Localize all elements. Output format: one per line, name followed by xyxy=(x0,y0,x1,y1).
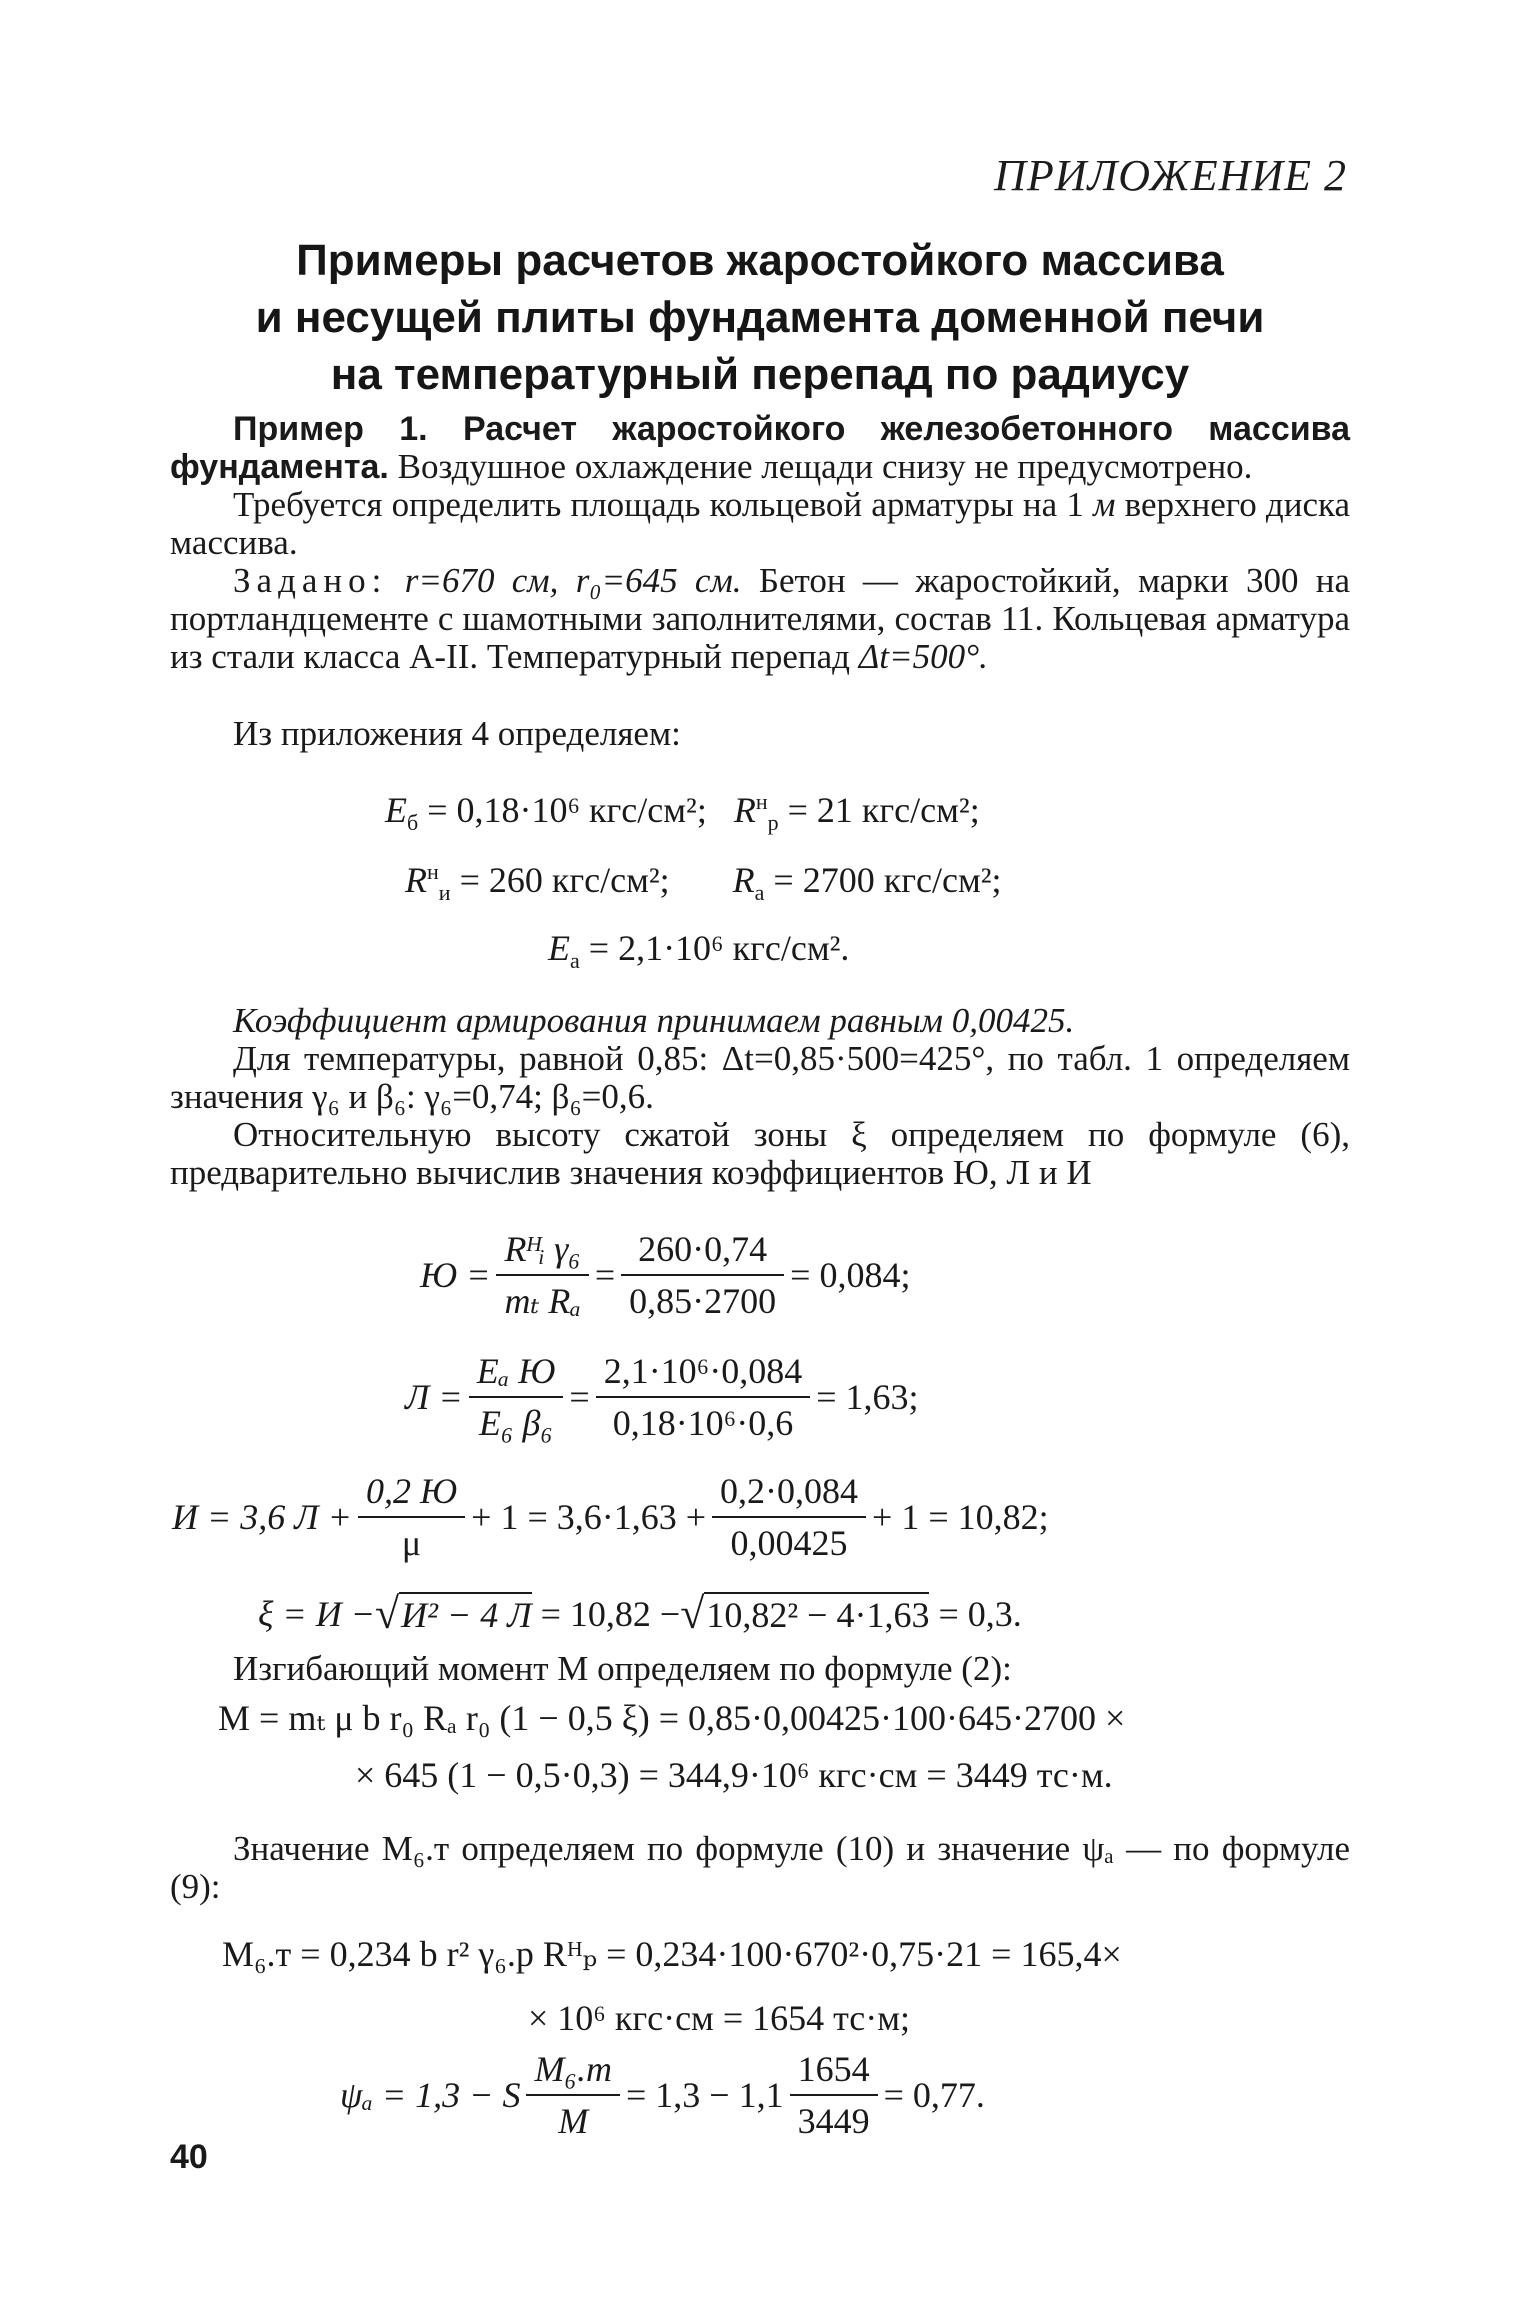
given-delta-t: Δt=500°. xyxy=(858,637,988,676)
temperature-text: Для температуры, равной 0,85: Δt=0,85·500=425°, по табл. 1 определяем значения γ₆ и β₆: γ₆=0,74; β₆=0,6. xyxy=(170,1039,1350,1116)
equation-psi xyxy=(340,2048,985,2142)
reinforcement-p2 xyxy=(170,1040,1350,1116)
eq-l-result: = 1,63; xyxy=(816,1377,919,1417)
task-unit: м xyxy=(1093,485,1116,524)
equation-xi: ξ = И − √ И² − 4 Л = 10,82 − √ 10,82² − 4·1,63 = 0,3. xyxy=(258,1589,1022,1638)
relative-height-text: Относительную высоту сжатой зоны ξ определяем по формуле (6), предварительно вычислив значения коэффициентов Ю, Л и И xyxy=(170,1115,1350,1192)
eq-psi-result: = 0,77. xyxy=(883,2075,985,2115)
eq-l-frac-numeric: $\frac{\text{2,1·10⁶·0,084}}{\text{0,18·10⁶·0,6}}$ xyxy=(596,1350,811,1444)
eq-xi-a: ξ = И − xyxy=(258,1593,375,1634)
eq-i-frac-numeric: $\frac{0,2\cdot 0,084}{0,00425}$ xyxy=(712,1470,866,1564)
eq-yu-frac-numeric: $\frac{260\cdot 0,74}{0,85\cdot 2700}$ xyxy=(621,1228,784,1322)
given-paragraph xyxy=(170,562,1350,676)
eq-psi-frac-numeric: $\frac{1654}{3449}$ xyxy=(790,2048,878,2142)
equation-l: Л = $\frac{\text{Eₐ Ю}}{\text{E₆ β₆}}$ = $\frac{\text{2,1·10⁶·0,084}}{\text{0,18·10⁶·0,6}}$ = 1,63; xyxy=(405,1351,919,1443)
page-number: 40 xyxy=(170,2138,208,2176)
equation-i xyxy=(172,1470,1049,1564)
const-ra: = 2700 кгс/см²; xyxy=(773,860,1002,900)
title-line: на температурный перепад по радиусу xyxy=(330,350,1190,399)
given-label: Задано: xyxy=(233,561,388,600)
example-heading: Пример 1. Расчет жаростойкого железобетонного массива фундамента. xyxy=(170,410,1350,486)
eq-i-result: + 1 = 10,82; xyxy=(872,1497,1049,1537)
given-text: Бетон — жаростойкий, марки 300 на портландцементе с шамотными заполнителями, состав 11. Кольцевая арматура из стали класса А-II. Температурный перепад xyxy=(170,561,1351,676)
task-paragraph xyxy=(170,486,1350,562)
eq-l-frac-symbolic: $\frac{\text{Eₐ Ю}}{\text{E₆ β₆}}$ xyxy=(469,1350,564,1444)
constants-line-3: $E_а = 2,1\cdot 10^6$ кгс/см². xyxy=(548,928,850,974)
eq-yu-lhs: Ю = xyxy=(420,1255,491,1295)
eq-xi-b: = 10,82 − xyxy=(540,1593,681,1634)
eq-i-frac-symbolic: $\frac{0,2 Ю}{\mu}$ xyxy=(358,1470,465,1564)
title-line: Примеры расчетов жаростойкого массива xyxy=(296,236,1224,285)
mbt-eq-2: × 10⁶ кгс·см = 1654 тс·м; xyxy=(528,1998,911,2038)
eq-xi-radical-2: 10,82² − 4·1,63 xyxy=(704,1592,929,1636)
eq-xi-c: = 0,3. xyxy=(938,1593,1022,1634)
equation-yu: Ю = $\frac{\text{Rᴴᵢ γ₆}}{\text{mₜ Rₐ}}$ = $\frac{260\cdot 0,74}{0,85\cdot 2700}$ = 0,084; xyxy=(420,1229,911,1321)
task-text: Требуется определить площадь кольцевой арматуры на 1 xyxy=(233,485,1084,524)
constants-line-1: $E_б = 0,18\cdot 10^6$ кгс/см²; $R^н_р = 21$ кгс/см²; xyxy=(385,789,980,836)
reinforcement-ratio-text: Коэффициент армирования принимаем равным 0,00425. xyxy=(233,1001,1075,1040)
const-eb: = 0,18·10⁶ кгс/см²; xyxy=(427,790,707,830)
example-heading-paragraph xyxy=(170,410,1350,486)
mbt-eq-1: M₆.т = 0,234 b r² γ₆.р Rᴴₚ = 0,234·100·670²·0,75·21 = 165,4× xyxy=(222,1934,1122,1974)
eq-yu-frac-symbolic: $\frac{\text{Rᴴᵢ γ₆}}{\text{mₜ Rₐ}}$ xyxy=(496,1228,588,1322)
reinforcement-p3 xyxy=(170,1116,1350,1192)
eq-psi-mid: = 1,3 − 1,1 xyxy=(626,2075,784,2115)
task-end: верхнего диска массива. xyxy=(170,485,1351,562)
eq-yu-result: = 0,084; xyxy=(790,1255,911,1295)
from-appendix-text: Из приложения 4 определяем: xyxy=(233,714,681,753)
eq-psi-frac-symbolic: $\frac{\text{M₆.т}}{M}$ xyxy=(526,2048,620,2142)
from-appendix-paragraph xyxy=(170,715,1350,753)
moment-eq-2: × 645 (1 − 0,5·0,3) = 344,9·10⁶ кгс·см = 3449 тс·м. xyxy=(355,1755,1113,1795)
example-heading-rest: Воздушное охлаждение лещади снизу не предусмотрено. xyxy=(397,447,1253,486)
moment-text: Изгибающий момент M определяем по формуле (2): xyxy=(233,1649,1012,1688)
reinforcement-p1 xyxy=(170,1002,1350,1040)
mbt-paragraph xyxy=(170,1830,1350,1906)
eq-i-mid: + 1 = 3,6·1,63 + xyxy=(471,1497,707,1537)
const-ru: = 260 кгс/см²; xyxy=(459,860,670,900)
const-rp: = 21 кгс/см²; xyxy=(787,790,980,830)
eq-l-lhs: Л = xyxy=(405,1377,463,1417)
eq-psi-lhs: ψₐ = 1,3 − S xyxy=(340,2075,521,2115)
constants-line-2: $R^н_и = 260$ кгс/см²; $R_а = 2700$ кгс/см²; xyxy=(405,859,1002,906)
given-radius: r=670 см, r₀=645 см. xyxy=(404,561,742,600)
eq-xi-radical-1: И² − 4 Л xyxy=(399,1592,531,1636)
moment-eq-1: M = mₜ μ b r₀ Rₐ r₀ (1 − 0,5 ξ) = 0,85·0,00425·100·645·2700 × xyxy=(218,1698,1126,1738)
page-title xyxy=(170,232,1350,403)
moment-paragraph xyxy=(170,1650,1350,1688)
const-ea: = 2,1·10⁶ кгс/см². xyxy=(588,928,850,968)
title-line: и несущей плиты фундамента доменной печи xyxy=(255,293,1265,342)
mbt-text: Значение M₆.т определяем по формуле (10) и значение ψₐ — по формуле (9): xyxy=(170,1829,1350,1906)
eq-i-lhs: И = 3,6 Л + xyxy=(172,1497,352,1537)
appendix-label: ПРИЛОЖЕНИЕ 2 xyxy=(994,151,1347,200)
